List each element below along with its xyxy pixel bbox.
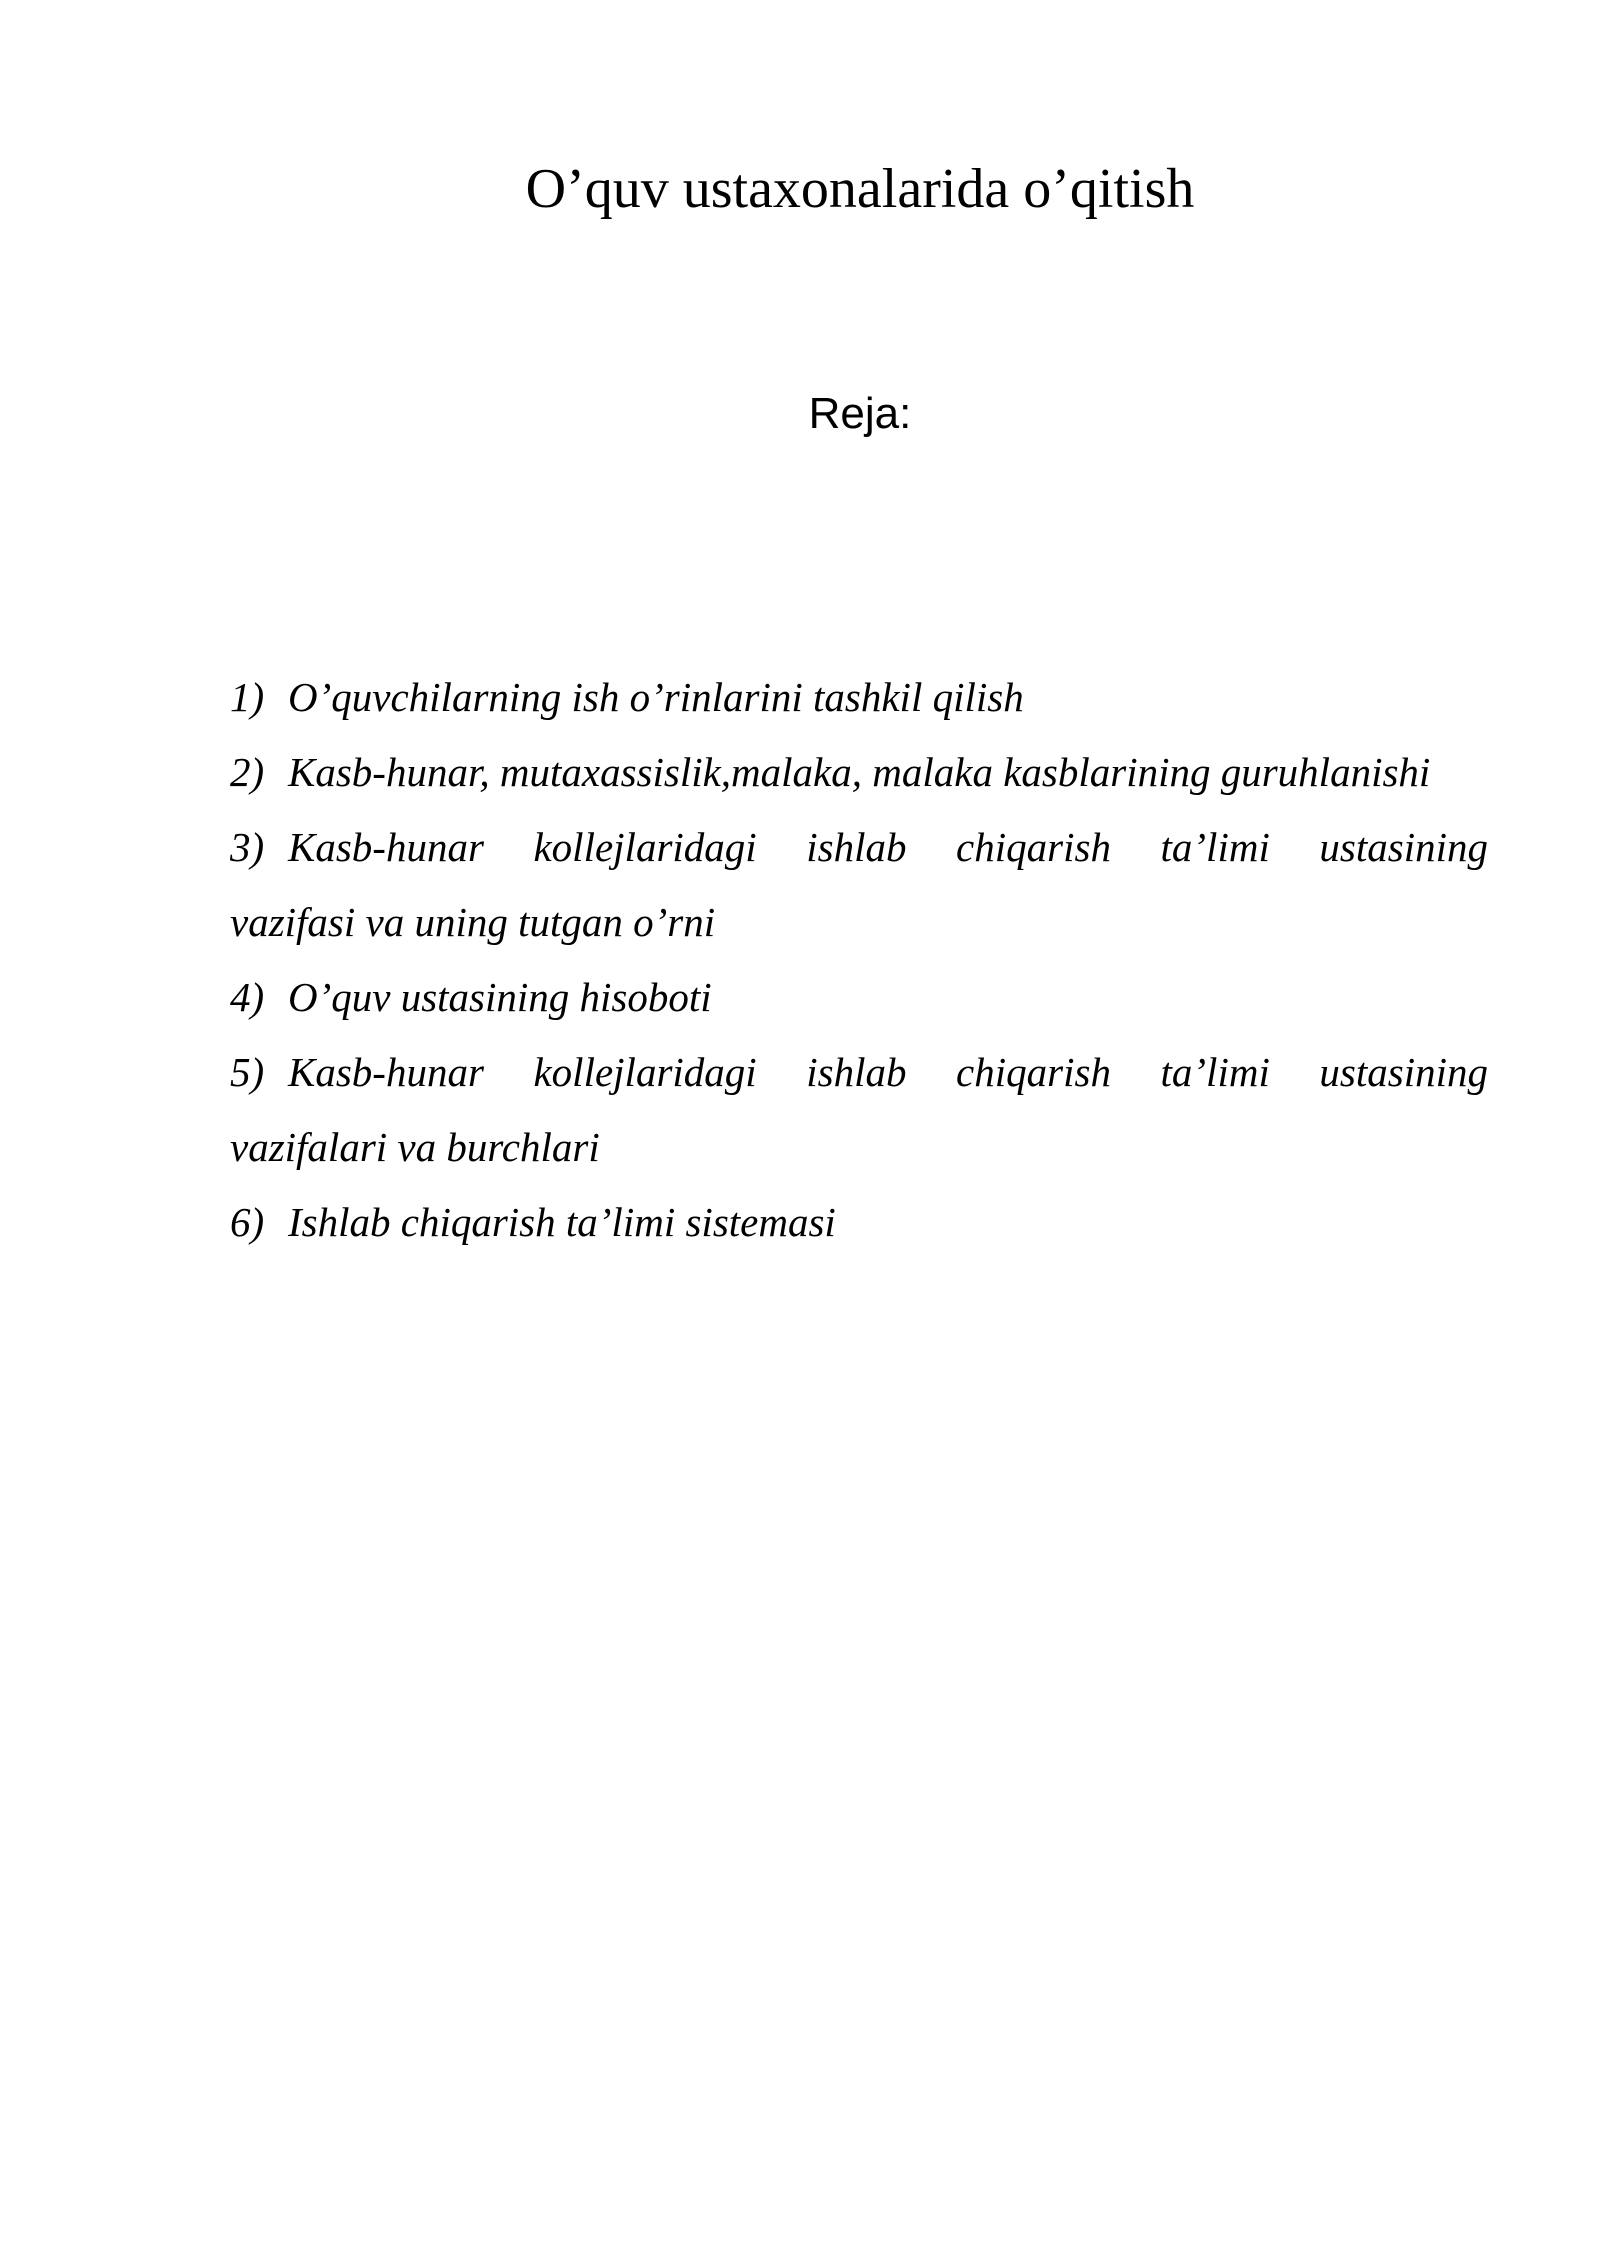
- plan-heading: Reja:: [808, 389, 912, 438]
- plan-item-text: O’quvchilarning ish o’rinlarini tashkil qilish: [288, 674, 1024, 720]
- plan-item-number: 5): [230, 1049, 265, 1095]
- plan-list: [210, 660, 1488, 1260]
- plan-item-text-line1: Kasb-hunar kollejlaridagi ishlab chiqarish ta’limi ustasining: [288, 824, 1488, 870]
- plan-item-first-line: [230, 810, 1488, 885]
- plan-item-number: 2): [230, 749, 265, 795]
- plan-item-text: Kasb-hunar, mutaxassislik,malaka, malaka kasblarining guruhlanishi: [288, 749, 1431, 795]
- plan-item-text-line2: vazifasi va uning tutgan o’rni: [230, 899, 716, 945]
- document-title: O’quv ustaxonalarida o’qitish: [525, 158, 1195, 220]
- plan-item-text: O’quv ustasining hisoboti: [288, 974, 712, 1020]
- plan-item-1: [210, 660, 1488, 735]
- plan-item-number: 6): [230, 1199, 265, 1245]
- plan-item-text-line1: Kasb-hunar kollejlaridagi ishlab chiqarish ta’limi ustasining: [288, 1049, 1488, 1095]
- plan-item-first-line: [230, 1035, 1488, 1110]
- plan-item-text: Ishlab chiqarish ta’limi sistemasi: [288, 1199, 836, 1245]
- plan-item-5: [210, 1035, 1488, 1185]
- plan-item-number: 1): [230, 674, 265, 720]
- plan-item-4: [210, 960, 1488, 1035]
- plan-item-text-line2: vazifalari va burchlari: [230, 1124, 600, 1170]
- plan-item-number: 3): [230, 824, 265, 870]
- plan-item-3: [210, 810, 1488, 960]
- plan-item-2: [210, 735, 1488, 810]
- plan-item-6: [210, 1185, 1488, 1260]
- plan-item-number: 4): [230, 974, 265, 1020]
